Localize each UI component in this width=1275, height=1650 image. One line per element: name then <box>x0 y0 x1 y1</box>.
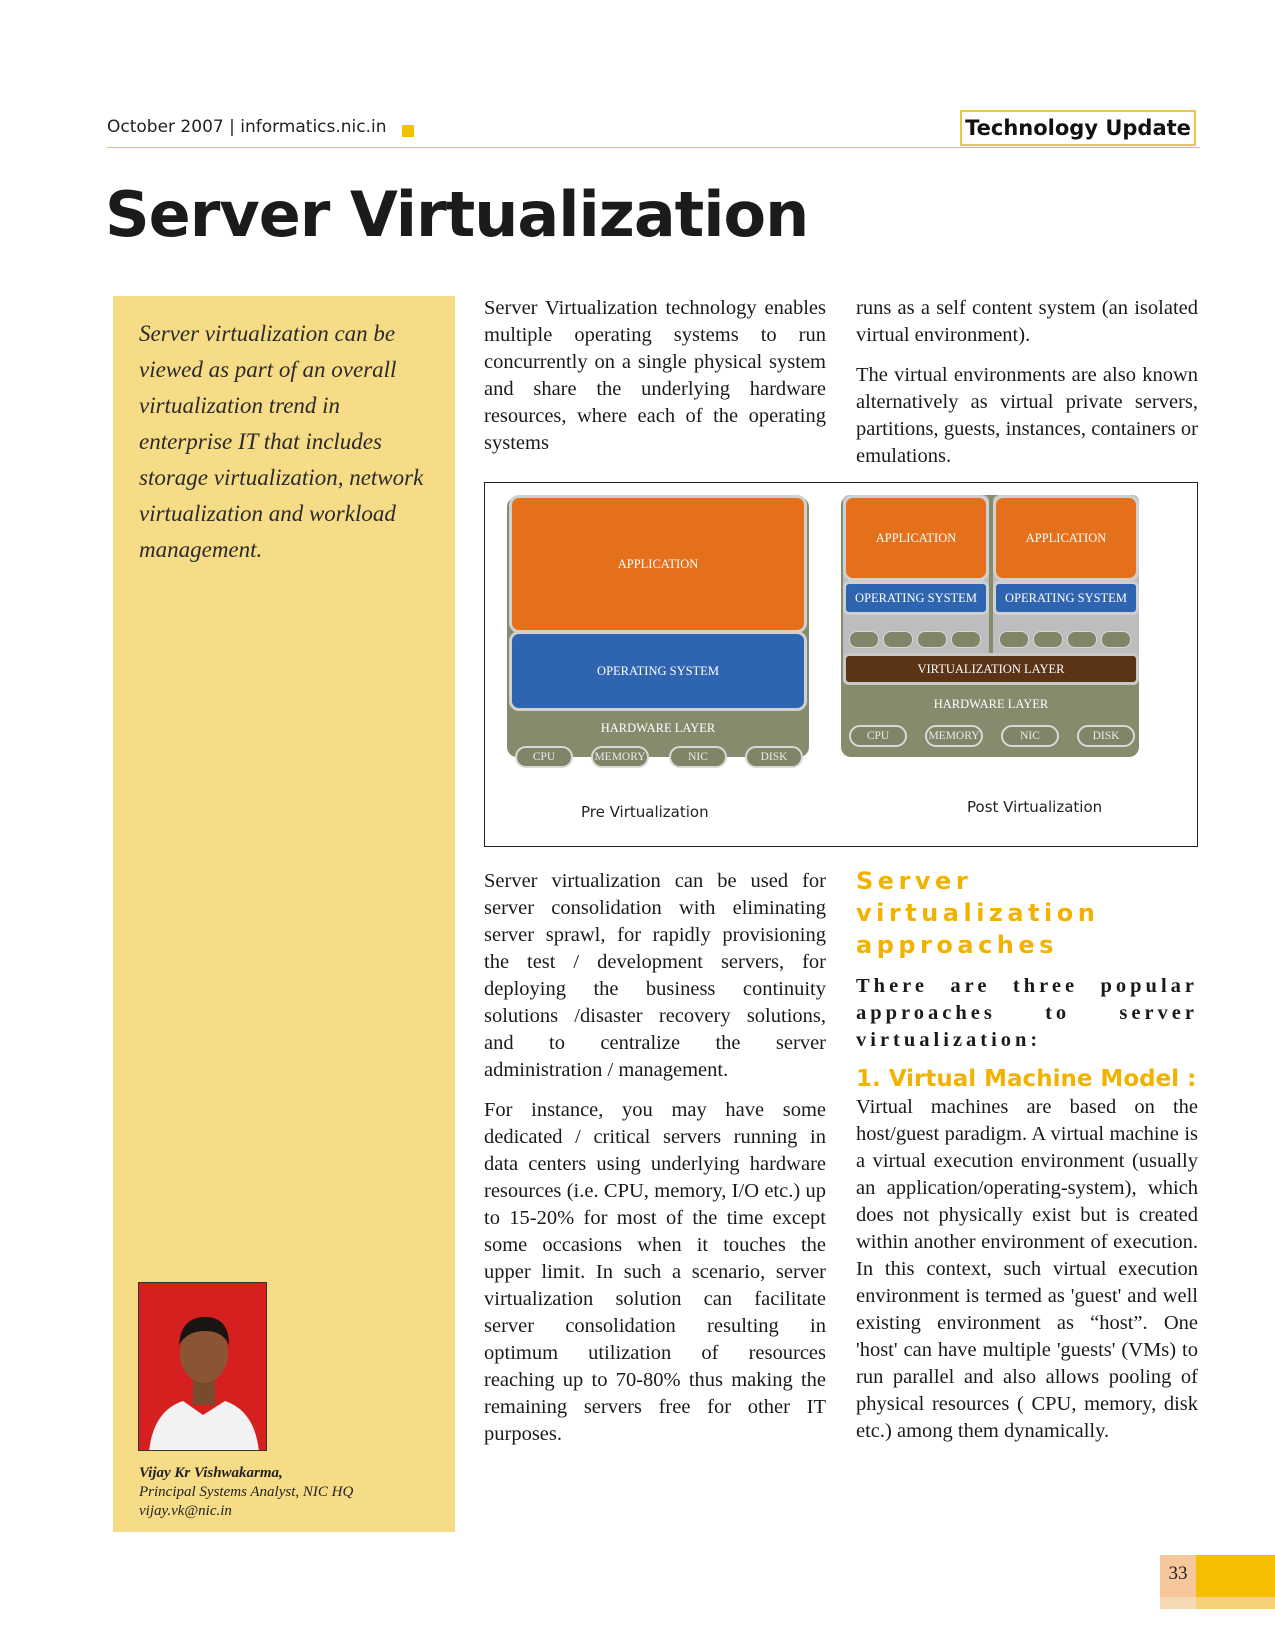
post-chip-cpu: CPU <box>849 725 907 747</box>
pre-chip-cpu: CPU <box>515 746 573 768</box>
lead-paragraph: There are three popular approaches to server virtualization: <box>856 975 1198 1051</box>
body-column-3 <box>484 868 826 1461</box>
post-virtualization-layer-label: VIRTUALIZATION LAYER <box>917 661 1065 676</box>
post-application-block-2 <box>993 495 1139 581</box>
pre-chip-memory: MEMORY <box>591 746 649 768</box>
subheading: 1. Virtual Machine Model : <box>856 1066 1197 1092</box>
post-application-label-2: APPLICATION <box>1025 530 1107 545</box>
post-os-label-2: OPERATING SYSTEM <box>1005 590 1127 605</box>
pre-application-block <box>509 495 807 633</box>
post-hardware-layer <box>843 689 1139 719</box>
pre-os-label: OPERATING SYSTEM <box>597 663 719 678</box>
post-virtualization-layer <box>843 653 1139 685</box>
page-corner-accent <box>1196 1597 1275 1609</box>
header-square-marker <box>402 125 414 137</box>
page-corner-accent <box>1160 1597 1196 1609</box>
body-paragraph: Virtual machines are based on the host/guest paradigm. A virtual machine is a virtual execution environment (usually an application/operating-system), which does not physically exist but is created within another environment of execution. In this context, such virtual execution environment is termed as 'guest' and well existing environment as “host”. One 'host' can have multiple 'guests' (VMs) to run parallel and also allows pooling of physical resources ( CPU, memory, disk etc.) among them dynamically. <box>856 1096 1198 1442</box>
article-title: Server Virtualization <box>105 178 809 251</box>
post-os-block-1 <box>843 581 989 615</box>
page-corner-accent <box>1196 1555 1275 1597</box>
author-email: vijay.vk@nic.in <box>139 1503 232 1519</box>
post-os-block-2 <box>993 581 1139 615</box>
post-chip-memory: MEMORY <box>925 725 983 747</box>
post-mini-chip <box>1101 631 1131 648</box>
post-mini-chip <box>917 631 947 648</box>
body-paragraph: Server Virtualization technology enables multiple operating systems to run concurrently on a single physical system and share the underlying hardware resources, where each of the operating systems <box>484 297 826 454</box>
pull-quote: Server virtualization can be viewed as part of an overall virtualization trend in enterprise IT that includes storage virtualization, network virtualization and workload management. <box>139 321 424 562</box>
author-name: Vijay Kr Vishwakarma, <box>139 1465 283 1481</box>
body-paragraph: Server virtualization can be used for server consolidation with eliminating server sprawl, for rapidly provisioning the test / development servers, for deploying the business continuity solutions /disaster recovery solutions, and to centralize the server administration / management. <box>484 870 826 1081</box>
pre-hardware-layer <box>509 713 807 743</box>
post-mini-chip <box>1067 631 1097 648</box>
pre-virtualization-caption: Pre Virtualization <box>581 803 709 821</box>
post-chip-disk: DISK <box>1077 725 1135 747</box>
virtualization-diagram <box>484 482 1198 847</box>
post-mini-chip <box>951 631 981 648</box>
issue-date-site: October 2007 | informatics.nic.in <box>107 117 387 137</box>
section-tag: Technology Update <box>960 110 1196 146</box>
pre-chip-nic: NIC <box>669 746 727 768</box>
post-os-label-1: OPERATING SYSTEM <box>855 590 977 605</box>
body-paragraph: For instance, you may have some dedicated / critical servers running in data centers using underlying hardware resources (i.e. CPU, memory, I/O etc.) up to 15-20% for most of the time except some occasions when it touches the upper limit. In such a scenario, server virtualization solution can facilitate server consolidation resulting in optimum utilization of resources reaching up to 70-80% thus making the remaining servers free for other IT purposes. <box>484 1099 826 1445</box>
post-mini-chip <box>849 631 879 648</box>
body-column-2 <box>856 295 1198 483</box>
sidebar <box>113 296 455 1532</box>
author-title: Principal Systems Analyst, NIC HQ <box>139 1484 354 1500</box>
post-mini-chip <box>883 631 913 648</box>
author-photo <box>138 1282 267 1451</box>
pre-os-block <box>509 631 807 711</box>
post-virtualization-caption: Post Virtualization <box>967 798 1103 816</box>
body-paragraph: runs as a self content system (an isolated virtual environment). <box>856 297 1198 346</box>
body-paragraph: The virtual environments are also known alternatively as virtual private servers, partitions, guests, instances, containers or emulations. <box>856 364 1198 467</box>
page-number: 33 <box>1168 1563 1188 1584</box>
post-application-block-1 <box>843 495 989 581</box>
pre-application-label: APPLICATION <box>617 556 699 571</box>
body-column-1 <box>484 295 826 470</box>
post-chip-nic: NIC <box>1001 725 1059 747</box>
post-mini-chip <box>1033 631 1063 648</box>
author-block <box>139 1464 353 1521</box>
pre-hardware-label: HARDWARE LAYER <box>600 720 716 735</box>
body-column-4 <box>856 865 1198 1458</box>
post-hardware-label: HARDWARE LAYER <box>933 696 1049 711</box>
header-rule <box>107 147 1200 148</box>
post-mini-chip <box>999 631 1029 648</box>
section-heading: Server virtualization approaches <box>856 867 1100 959</box>
post-application-label-1: APPLICATION <box>875 530 957 545</box>
pre-chip-disk: DISK <box>745 746 803 768</box>
